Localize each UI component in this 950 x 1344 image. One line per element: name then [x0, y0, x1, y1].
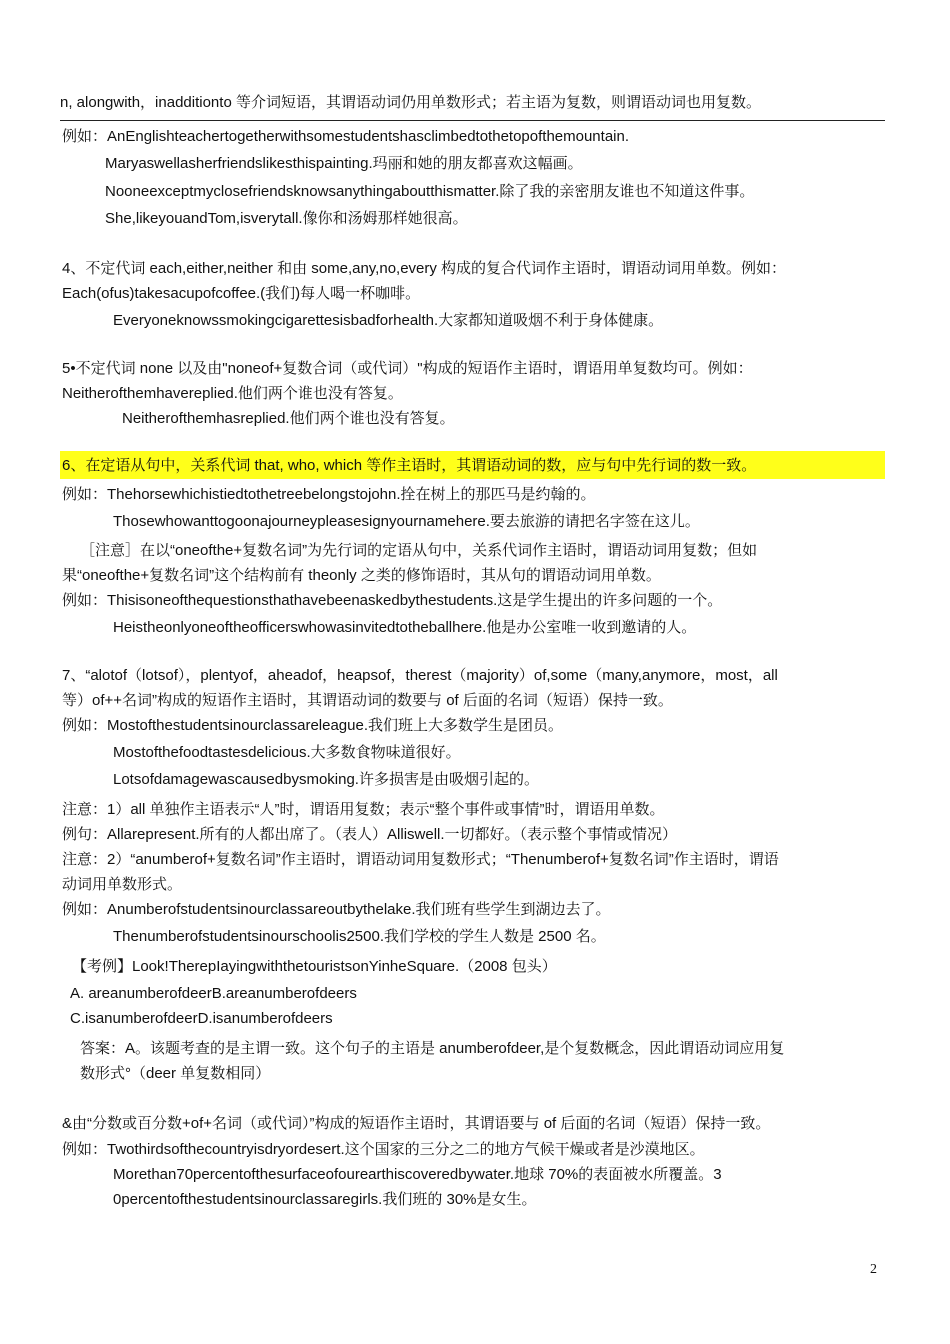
text-line: 答案：A。该题考查的是主谓一致。这个句子的主语是 anumberofdeer,是个复数概念，因此谓语动词应用复 — [80, 1040, 785, 1057]
text-line: 例句：Allarepresent.所有的人都出席了。（表人）Alliswell.一切都好。（表示整个事情或情况） — [62, 826, 678, 843]
text-line: 注意：1）all 单独作主语表示“人”时，谓语用复数；表示“整个事件或事情”时，谓语用单数。 — [62, 801, 665, 818]
text-line: 例如：AnEnglishteachertogetherwithsomestudentshasclimbedtothetopofthemountain. — [62, 128, 629, 145]
header-rule — [60, 120, 885, 121]
text-line: 例如：Twothirdsofthecountryisdryordesert.这个国家的三分之二的地方气候干燥或者是沙漠地区。 — [62, 1141, 705, 1158]
text-line: Nooneexceptmyclosefriendsknowsanythingaboutthismatter.除了我的亲密朋友谁也不知道这件事。 — [105, 183, 755, 200]
page-number: 2 — [870, 1262, 877, 1277]
text-line: 动词用单数形式。 — [62, 876, 183, 893]
text-line: ［注意］在以“oneofthe+复数名词”为先行词的定语从句中，关系代词作主语时，谓语动词用复数；但如 — [80, 542, 758, 559]
exam-example-line: 【考例】Look!TherepIayingwiththetouristsonYinheSquare.（2008 包头） — [72, 958, 557, 975]
text-line: She,likeyouandTom,isverytall.像你和汤姆那样她很高。 — [105, 210, 468, 227]
text-line: 例如：Anumberofstudentsinourclassareoutbythelake.我们班有些学生到湖边去了。 — [62, 901, 611, 918]
text-line: 例如：Thisisoneofthequestionsthathavebeenaskedbythestudents.这是学生提出的许多问题的一个。 — [62, 592, 723, 609]
text-line: 例如：Mostofthestudentsinourclassareleague.我们班上大多数学生是团员。 — [62, 717, 563, 734]
text-line: Neitherofthemhasreplied.他们两个谁也没有答复。 — [122, 410, 455, 427]
text-line: Heistheonlyoneoftheofficerswhowasinvitedtotheballhere.他是办公室唯一收到邀请的人。 — [113, 619, 697, 636]
text-line: &由“分数或百分数+of+名词（或代词）”构成的短语作主语时，其谓语要与 of 后面的名词（短语）保持一致。 — [62, 1115, 771, 1132]
text-line: 果“oneofthe+复数名词”这个结构前有 theonly 之类的修饰语时，其从句的谓语动词用单数。 — [62, 567, 661, 584]
text-line: Maryaswellasherfriendslikesthispainting.玛丽和她的朋友都喜欢这幅画。 — [105, 155, 583, 172]
text-line: 等）of++名词”构成的短语作主语时，其谓语动词的数要与 of 后面的名词（短语）保持一致。 — [62, 692, 673, 709]
text-line: 7、“alotof（lotsof），plentyof，aheadof，heapsof，therest（majority）of,some（many,anymore，most，all — [62, 667, 778, 684]
text-line: 数形式°（deer 单复数相同） — [80, 1065, 271, 1082]
text-line: Each(ofus)takesacupofcoffee.(我们)每人喝一杯咖啡。 — [62, 285, 421, 302]
text-line: 例如：Thehorsewhichistiedtothetreebelongstojohn.拴在树上的那匹马是约翰的。 — [62, 486, 596, 503]
text-line: Everyoneknowssmokingcigarettesisbadforhealth.大家都知道吸烟不利于身体健康。 — [113, 312, 664, 329]
text-line: Lotsofdamagewascausedbysmoking.许多损害是由吸烟引起的。 — [113, 771, 539, 788]
text-line: Morethan70percentofthesurfaceofourearthiscoveredbywater.地球 70%的表面被水所覆盖。3 — [113, 1166, 722, 1183]
answer-option-line: C.isanumberofdeerD.isanumberofdeers — [70, 1010, 333, 1027]
text-line: Neitherofthemhavereplied.他们两个谁也没有答复。 — [62, 385, 403, 402]
text-line: Thenumberofstudentsinourschoolis2500.我们学校的学生人数是 2500 名。 — [113, 928, 606, 945]
text-line: 注意：2）“anumberof+复数名词”作主语时，谓语动词用复数形式；“Thenumberof+复数名词”作主语时，谓语 — [62, 851, 779, 868]
answer-option-line: A. areanumberofdeerB.areanumberofdeers — [70, 985, 357, 1002]
text-line: 5•不定代词 none 以及由"noneof+复数合词（或代词）"构成的短语作主语时，谓语用单复数均可。例如： — [62, 360, 753, 377]
text-line: 4、不定代词 each,either,neither 和由 some,any,no,every 构成的复合代词作主语时，谓语动词用单数。例如： — [62, 260, 787, 277]
text-line: 0percentofthestudentsinourclassaregirls.我们班的 30%是女生。 — [113, 1191, 537, 1208]
text-line: n, alongwith，inadditionto 等介词短语，其谓语动词仍用单数形式；若主语为复数，则谓语动词也用复数。 — [60, 94, 761, 111]
text-line: Thosewhowanttogoonajourneypleasesignyournamehere.要去旅游的请把名字签在这儿。 — [113, 513, 700, 530]
text-line: Mostofthefoodtastesdelicious.大多数食物味道很好。 — [113, 744, 461, 761]
highlighted-text-line: 6、在定语从句中，关系代词 that, who, which 等作主语时，其谓语动词的数，应与句中先行词的数一致。 — [62, 457, 757, 474]
